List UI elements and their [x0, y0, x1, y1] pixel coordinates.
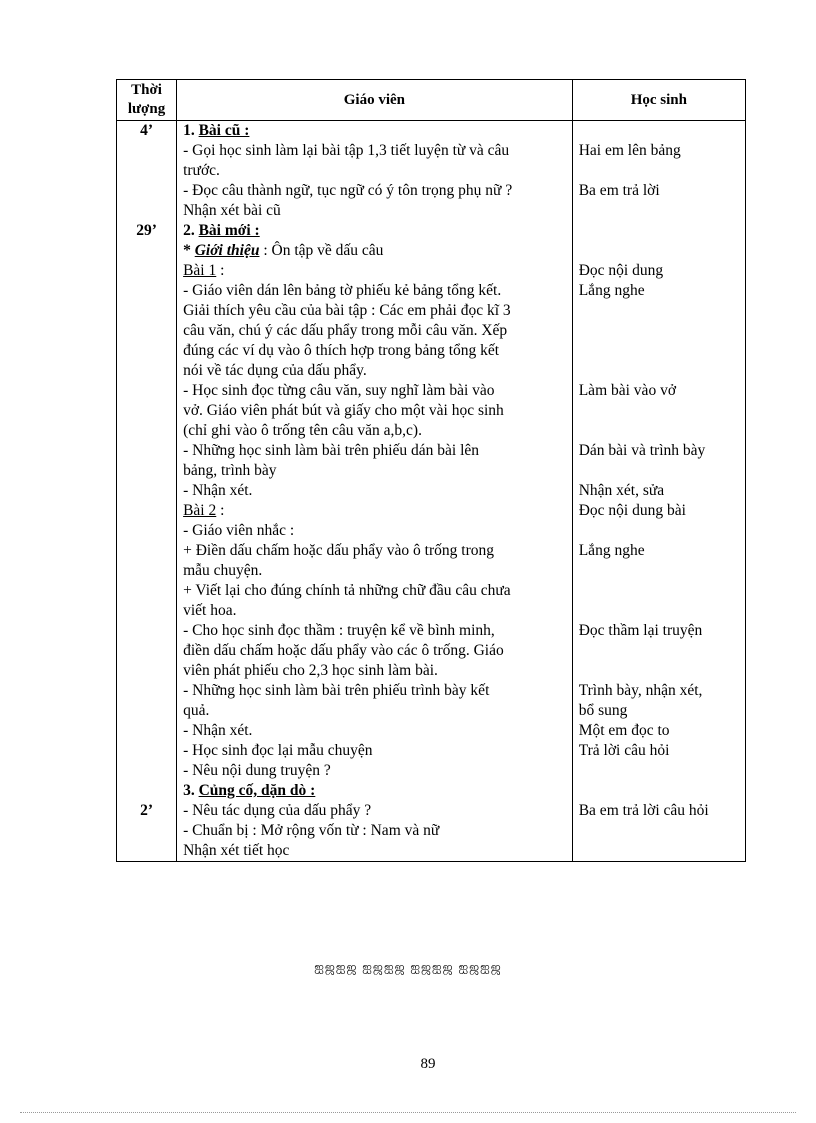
page-number: 89 [420, 1056, 436, 1072]
teacher-line: - Nhận xét. [183, 482, 253, 499]
teacher-line: - Giáo viên nhắc : [183, 522, 295, 539]
teacher-line: - Đọc câu thành ngữ, tục ngữ có ý tôn trọng phụ nữ ? [183, 182, 513, 199]
table-header-row [117, 80, 746, 121]
exercise-1-heading: Bài 1 : [183, 262, 225, 279]
teacher-line: + Điền dấu chấm hoặc dấu phẩy vào ô trống trong [183, 542, 494, 559]
student-line: Nhận xét, sửa [578, 482, 665, 499]
header-time-line2: lượng [127, 101, 166, 117]
student-line: Hai em lên bảng [578, 142, 681, 159]
teacher-line: Giải thích yêu cầu của bài tập : Các em phải đọc kĩ 3 [183, 302, 511, 319]
teacher-line: vở. Giáo viên phát bút và giấy cho một vài học sinh [183, 402, 504, 419]
lesson-plan-table [116, 79, 746, 862]
student-column [572, 121, 745, 862]
teacher-line: - Giáo viên dán lên bảng tờ phiếu kẻ bảng tổng kết. [183, 282, 502, 299]
time-cell-1: 4’ [140, 122, 153, 139]
teacher-line: nói về tác dụng của dấu phẩy. [183, 362, 367, 379]
student-line: Đọc nội dung [578, 262, 664, 279]
teacher-line: viên phát phiếu cho 2,3 học sinh làm bài. [183, 662, 438, 679]
time-cell-3: 2’ [140, 802, 153, 819]
teacher-line: - Nhận xét. [183, 722, 253, 739]
teacher-line: - Chuẩn bị : Mở rộng vốn từ : Nam và nữ [183, 822, 440, 839]
teacher-line: - Nêu tác dụng của dấu phẩy ? [183, 802, 372, 819]
student-line: Trả lời câu hỏi [578, 742, 670, 759]
section-2-heading: 2. Bài mới : [183, 222, 260, 239]
student-line: Ba em trả lời câu hỏi [578, 802, 709, 819]
header-student: Học sinh [572, 80, 745, 121]
teacher-line: - Gọi học sinh làm lại bài tập 1,3 tiết luyện từ và câu [183, 142, 510, 159]
decorative-divider: ஐஜஐஜ ஐஜஐஜ ஐஜஐஜ ஐஜஐஜ [314, 960, 502, 974]
teacher-line: - Học sinh đọc từng câu văn, suy nghĩ làm bài vào [183, 382, 495, 399]
teacher-line: - Những học sinh làm bài trên phiếu trình bày kết [183, 682, 490, 699]
section-1-heading: 1. Bài cũ : [183, 122, 250, 139]
header-time-line1: Thời [131, 82, 162, 98]
teacher-line: mẫu chuyện. [183, 562, 263, 579]
time-cell-2: 29’ [136, 222, 157, 239]
teacher-line: viết hoa. [183, 602, 237, 619]
student-line: Đọc thầm lại truyện [578, 622, 703, 639]
teacher-line: Nhận xét tiết học [183, 842, 290, 859]
student-line: Ba em trả lời [578, 182, 660, 199]
exercise-2-heading: Bài 2 : [183, 502, 225, 519]
student-line: Đọc nội dung bài [578, 502, 686, 519]
time-column [117, 121, 177, 862]
student-line: Dán bài và trình bày [578, 442, 706, 459]
teacher-line: bảng, trình bày [183, 462, 277, 479]
teacher-line: (chỉ ghi vào ô trống tên câu văn a,b,c). [183, 422, 422, 439]
teacher-line: Nhận xét bài cũ [183, 202, 281, 219]
teacher-line: - Nêu nội dung truyện ? [183, 762, 331, 779]
page-bottom-dotted-line [20, 1112, 796, 1113]
student-line: Một em đọc to [578, 722, 670, 739]
header-time [117, 80, 177, 121]
teacher-line: đúng các ví dụ vào ô thích hợp trong bảng tổng kết [183, 342, 500, 359]
teacher-line: + Viết lại cho đúng chính tả những chữ đầu câu chưa [183, 582, 511, 599]
teacher-line: - Những học sinh làm bài trên phiếu dán bài lên [183, 442, 480, 459]
teacher-line: - Cho học sinh đọc thầm : truyện kể về bình minh, [183, 622, 495, 639]
header-teacher: Giáo viên [177, 80, 573, 121]
student-line: Trình bày, nhận xét, [578, 682, 703, 699]
teacher-line: - Học sinh đọc lại mẫu chuyện [183, 742, 373, 759]
student-line: Lắng nghe [578, 282, 645, 299]
intro-line: * Giới thiệu : Ôn tập về dấu câu [183, 242, 384, 259]
teacher-line: câu văn, chú ý các dấu phẩy trong mỗi câu văn. Xếp [183, 322, 508, 339]
student-line: Lắng nghe [578, 542, 645, 559]
teacher-line: quả. [183, 702, 210, 719]
table-body-row [117, 121, 746, 862]
section-3-heading: 3. Củng cố, dặn dò : [183, 782, 316, 799]
teacher-line: trước. [183, 162, 220, 179]
student-line: Làm bài vào vở [578, 382, 677, 399]
teacher-line: điền dấu chấm hoặc dấu phẩy vào các ô trống. Giáo [183, 642, 504, 659]
student-line: bổ sung [578, 702, 628, 719]
teacher-column [177, 121, 573, 862]
